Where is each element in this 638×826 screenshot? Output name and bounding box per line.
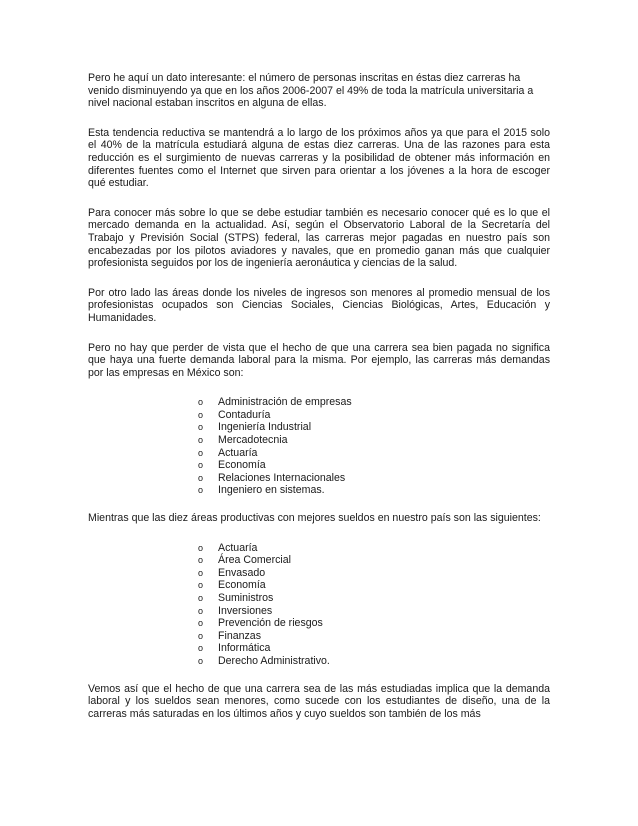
list-item: o Informática [198,642,271,655]
list-item: o Finanzas [198,629,261,642]
bullet-icon: o [198,422,204,433]
list-item: o Administración de empresas [198,396,352,409]
bullet-icon: o [198,555,204,566]
list-item: o Prevención de riesgos [198,617,323,630]
list-best-salaries [88,542,550,668]
list-item: o Ingeniero en sistemas. [198,484,325,497]
bullet-icon: o [198,460,204,471]
paragraph-low-income-areas: Por otro lado las áreas donde los niveles de ingresos son menores al promedio mensual de los profesionistas ocupados son Ciencias Sociales, Ciencias Biológicas, Artes, Educación y Humanidades. [88,286,550,324]
bullet-icon: o [198,447,204,458]
bullet-icon: o [198,567,204,578]
bullet-icon: o [198,472,204,483]
bullet-icon: o [198,630,204,641]
list-item: o Relaciones Internacionales [198,471,346,484]
list-item: o Actuaría [198,541,258,554]
list-item: o Economía [198,459,266,472]
list-item: o Contaduría [198,408,271,421]
paragraph-conclusion: Vemos así que el hecho de que una carrera sea de las más estudiadas implica que la demanda laboral y los sueldos sean menores, como sucede con los estudiantes de diseño, una de la carreras más saturadas en los últimos años y cuyo sueldos son también de los más [88,682,550,720]
paragraph-best-salaries: Mientras que las diez áreas productivas con mejores sueldos en nuestro país son las siguientes: [88,512,541,525]
list-item: o Derecho Administrativo. [198,654,330,667]
list-item: o Ingeniería Industrial [198,421,312,434]
list-item: o Inversiones [198,604,273,617]
list-item: o Actuaría [198,446,258,459]
list-item: o Economía [198,579,266,592]
bullet-icon: o [198,397,204,408]
bullet-icon: o [198,655,204,666]
paragraph-enrollment: Pero he aquí un dato interesante: el número de personas inscritas en éstas diez carreras ha venido disminuyendo ya que en los años 2006-2007 el 49% de toda la matrícula universitaria a nivel nacional estaban inscritos en alguna de ellas. [88,72,534,110]
list-item: o Envasado [198,566,266,579]
list-demanded-careers [88,396,550,497]
paragraph-demanded-careers: Pero no hay que perder de vista que el hecho de que una carrera sea bien pagada no significa que haya una fuerte demanda laboral para la misma. Por ejemplo, las carreras más demandas por las empresas en México son: [88,341,550,379]
bullet-icon: o [198,435,204,446]
bullet-icon: o [198,593,204,603]
list-item: o Área Comercial [198,554,292,567]
bullet-icon: o [198,542,204,553]
list-item: o Mercadotecnia [198,434,288,447]
bullet-icon: o [198,643,204,654]
paragraph-market-demand: Para conocer más sobre lo que se debe estudiar también es necesario conocer qué es lo que el mercado demanda en la actualidad. Así, según el Observatorio Laboral de la Secretaría del Trabajo y Previsión Social (STPS) federal, las carreras mejor pagadas en nuestro país son encabezadas por los pilotos aviadores y navales, que en promedio ganan más que cualquier profesionista seguidos por los de ingeniería aeronáutica y ciencias de la salud. [88,206,550,270]
document-page [88,72,550,737]
bullet-icon: o [198,605,204,616]
bullet-icon: o [198,618,204,629]
bullet-icon: o [198,485,204,496]
paragraph-trend: Esta tendencia reductiva se mantendrá a lo largo de los próximos años ya que para el 2015 solo el 40% de la matrícula estudiará alguna de estas diez carreras. Una de las razones para esta reducción es el surgimiento de nuevas carreras y la posibilidad de obtener más información en diferentes fuentes como el Internet que sirven para orientar a los jóvenes a la hora de escoger qué estudiar. [88,126,550,190]
bullet-icon: o [198,580,204,591]
bullet-icon: o [198,409,204,420]
list-item: o Suministros [198,592,274,604]
